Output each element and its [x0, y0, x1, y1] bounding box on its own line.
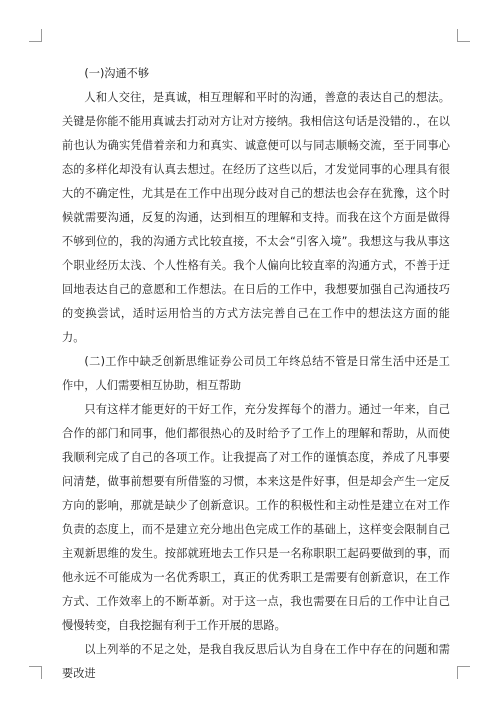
section-heading-communication: (一)沟通不够 — [84, 67, 150, 80]
document-page — [62, 62, 450, 686]
paragraph-communication: 人和人交往，是真诚，相互理解和平时的沟通，善意的表达自己的想法。关键是你能不能用真诚去打动对方让对方接纳。我相信这句话是没错的.，在以前也认为确实凭借着亲和力和真实、诚意便可以与同志顺畅交流，至于同事心态的多样化却没有认真去想过。在经历了这些以后，才发觉同事的心理具有很大的不确定性，尤其是在工作中出现分歧对自己的想法也会存在犹豫，这个时候就需要沟通，反复的沟通，达到相互的理解和支持。而我在这个方面是做得不够到位的，我的沟通方式比较直接，不太会“引客入境”。我想这与我从事这个职业经历太浅、个人性格有关。我个人偏向比较直率的沟通方式，不善于迂回地表达自己的意愿和工作想法。在日后的工作中，我想要加强自己沟通技巧的变换尝试，适时运用恰当的方式方法完善自己在工作中的想法这方面的能力。 — [62, 91, 450, 344]
crop-mark-bottom-left — [29, 666, 42, 679]
crop-mark-top-left — [29, 29, 42, 42]
paragraph-innovation: 只有这样才能更好的干好工作，充分发挥每个的潜力。通过一年来，自己合作的部门和同事，他们都很热心的及时给予了工作上的理解和帮助，从而使我顺利完成了自己的各项工作。让我提高了对工作的谨慎态度，养成了凡事要问清楚，做事前想要有所借鉴的习惯，本来这是件好事，但是却会产生一定反方向的影响，那就是缺少了创新意识。工作的积极性和主动性是建立在对工作负责的态度上，而不是建立充分地出色完成工作的基础上，这样变会限制自己主观新思维的发生。按部就班地去工作只是一名称职职工起码要做到的事，而他永远不可能成为一名优秀职工，真正的优秀职工是需要有创新意识，在工作方式、工作效率上的不断革新。对于这一点，我也需要在日后的工作中让自己慢慢转变，自我挖掘有利于工作开展的思路。 — [62, 403, 450, 632]
crop-mark-bottom-right — [457, 666, 470, 679]
crop-mark-top-right — [457, 29, 470, 42]
section-heading-innovation: (二)工作中缺乏创新思维证券公司员工年终总结不管是日常生活中还是工作中，人们需要相互协助，相互帮助 — [62, 355, 450, 392]
paragraph-conclusion: 以上列举的不足之处，是我自我反思后认为自身在工作中存在的问题和需要改进 — [62, 643, 450, 680]
